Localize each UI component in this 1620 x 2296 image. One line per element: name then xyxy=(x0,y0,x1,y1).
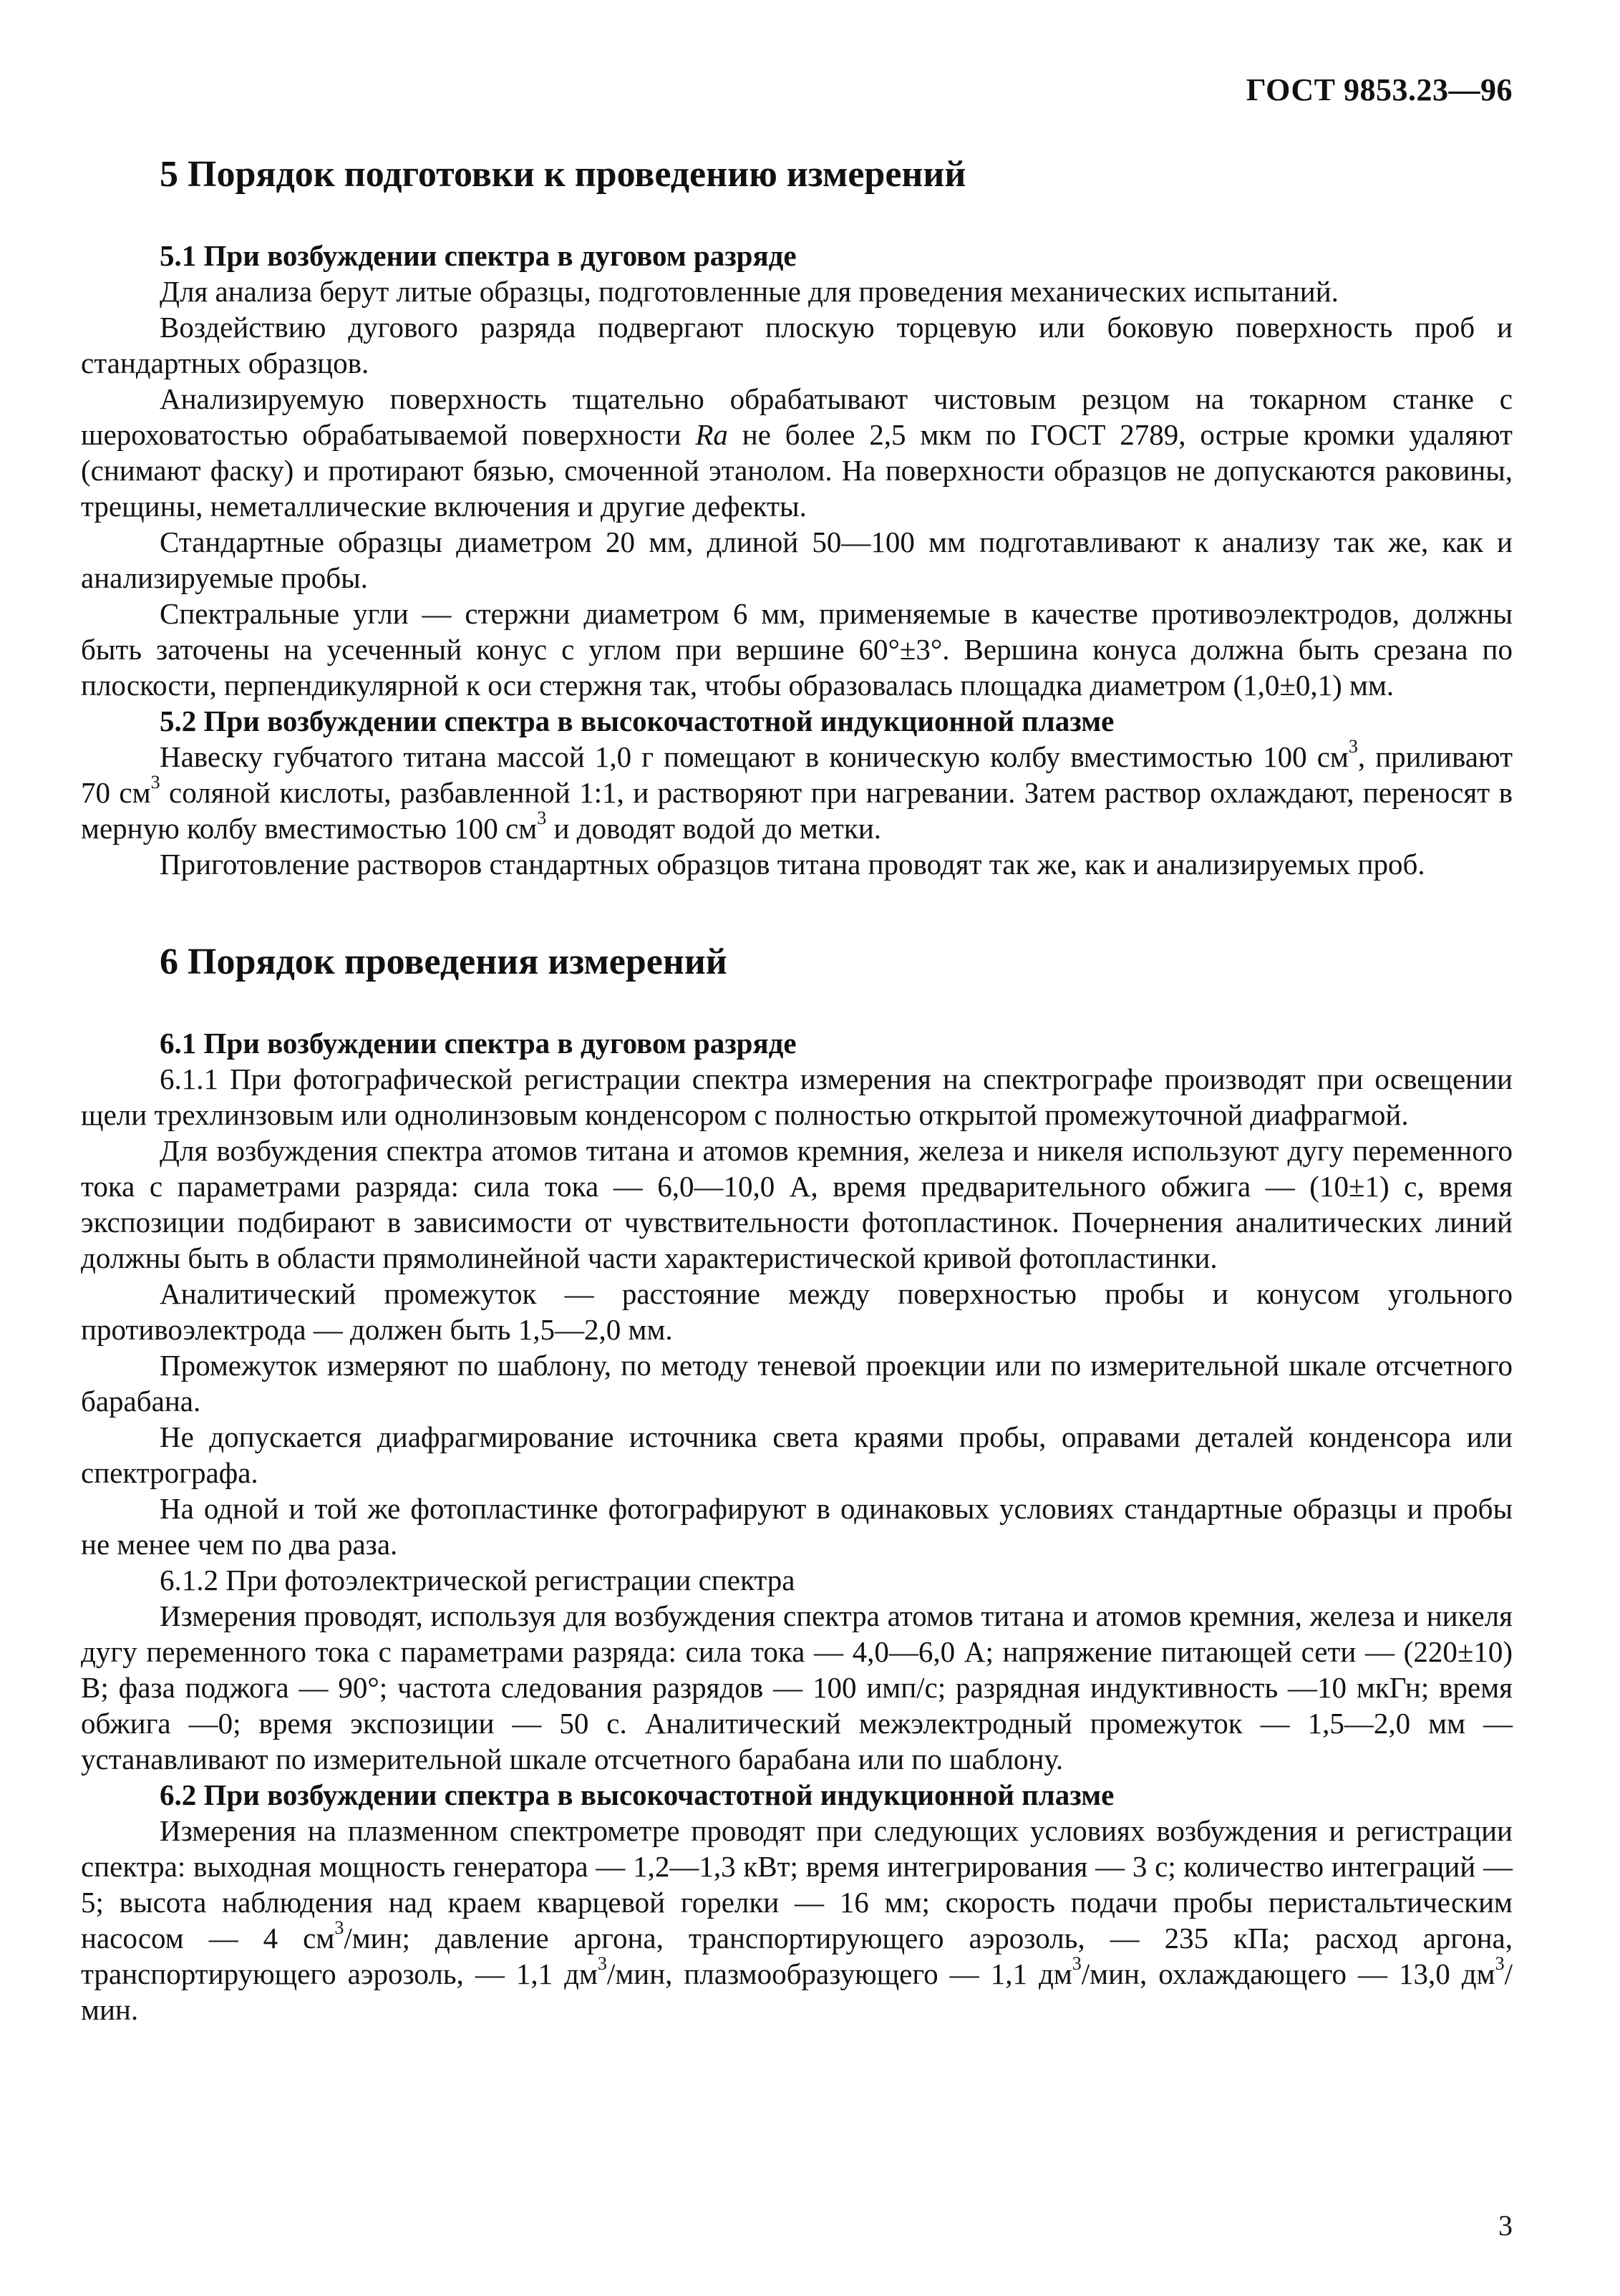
text-run: /мин, плазмообразующего — 1,1 дм xyxy=(606,1957,1072,1990)
superscript: 3 xyxy=(150,772,160,793)
superscript: 3 xyxy=(1072,1953,1082,1974)
document-body xyxy=(81,152,1513,2028)
superscript: 3 xyxy=(1348,736,1358,757)
page-number: 3 xyxy=(1498,2209,1513,2242)
text-run: , приливают 70 см xyxy=(81,740,1513,809)
paragraph: Для анализа берут литые образцы, подготовленные для проведения механических испытаний. xyxy=(160,275,1339,308)
paragraph: На одной и той же фотопластинке фотографируют в одинаковых условиях стандартные образцы и пробы не менее чем по два раза. xyxy=(81,1492,1513,1561)
paragraph xyxy=(81,1813,1513,2028)
paragraph: 6.1.2 При фотоэлектрической регистрации спектра xyxy=(160,1564,795,1597)
superscript: 3 xyxy=(597,1953,607,1974)
text-run: Анализируемую поверхность тщательно обрабатывают чистовым резцом на токарном станке с шероховатостью обрабатываемой поверхности xyxy=(81,382,1513,451)
subsection-6-2-heading: 6.2 При возбуждении спектра в высокочастотной индукционной плазме xyxy=(160,1778,1115,1811)
section-5-heading: 5 Порядок подготовки к проведению измерений xyxy=(160,154,966,195)
paragraph: Измерения проводят, используя для возбуждения спектра атомов титана и атомов кремния, железа и никеля дугу переменного тока с параметрами разряда: сила тока — 4,0—6,0 А; напряжение питающей сети — (220±10) В; фаза поджога — 90°; частота следования разрядов — 100 имп/с; разрядная индуктивность —10 мкГн; время обжига —0; время экспозиции — 50 с. Аналитический межэлектродный промежуток — 1,5—2,0 мм — устанавливают по измерительной шкале отсчетного барабана или по шаблону. xyxy=(81,1599,1513,1776)
text-run: не более 2,5 мкм по ГОСТ 2789, острые кромки удаляют (снимают фаску) и протирают бязью, смоченной этанолом. На поверхности образцов не допускаются раковины, трещины, неметаллические включения и другие дефекты. xyxy=(81,418,1513,523)
paragraph xyxy=(81,736,1513,846)
paragraph: Промежуток измеряют по шаблону, по методу теневой проекции или по измерительной шкале отсчетного барабана. xyxy=(81,1349,1513,1418)
text-run: /мин. xyxy=(81,1957,1513,2026)
text-run: Навеску губчатого титана массой 1,0 г помещают в коническую колбу вместимостью 100 см xyxy=(160,740,1349,773)
paragraph: Спектральные угли — стержни диаметром 6 мм, применяемые в качестве противоэлектродов, должны быть заточены на усеченный конус с углом при вершине 60°±3°. Вершина конуса должна быть срезана по плоскости, перпендикулярной к оси стержня так, чтобы образовалась площадка диаметром (1,0±0,1) мм. xyxy=(81,597,1513,702)
paragraph xyxy=(81,381,1513,524)
text-run: /мин, охлаждающего — 13,0 дм xyxy=(1081,1957,1495,1990)
superscript: 3 xyxy=(537,808,547,828)
subsection-6-1-heading: 6.1 При возбуждении спектра в дуговом разряде xyxy=(160,1027,797,1060)
paragraph: Стандартные образцы диаметром 20 мм, длиной 50—100 мм подготавливают к анализу так же, как и анализируемые пробы. xyxy=(81,525,1513,594)
superscript: 3 xyxy=(334,1917,344,1938)
subsection-5-1-heading: 5.1 При возбуждении спектра в дуговом разряде xyxy=(160,239,797,272)
paragraph: 6.1.1 При фотографической регистрации спектра измерения на спектрографе производят при освещении щели трехлинзовым или однолинзовым конденсором с полностью открытой промежуточной диафрагмой. xyxy=(81,1062,1513,1131)
text-run: Измерения на плазменном спектрометре проводят при следующих условиях возбуждения и регистрации спектра: выходная мощность генератора — 1,2—1,3 кВт; время интегрирования — 3 с; количество интеграций — 5; высота наблюдения над краем кварцевой горелки — 16 мм; скорость подачи пробы перистальтическим насосом — 4 см xyxy=(81,1814,1513,1954)
paragraph: Воздействию дугового разряда подвергают плоскую торцевую или боковую поверхность проб и стандартных образцов. xyxy=(81,311,1513,379)
section-6-heading: 6 Порядок проведения измерений xyxy=(160,941,727,982)
paragraph: Не допускается диафрагмирование источника света краями пробы, оправами деталей конденсора или спектрографа. xyxy=(81,1420,1513,1489)
text-run: и доводят водой до метки. xyxy=(546,812,882,845)
subsection-5-2-heading: 5.2 При возбуждении спектра в высокочастотной индукционной плазме xyxy=(160,704,1115,737)
text-run: соляной кислоты, разбавленной 1:1, и растворяют при нагревании. Затем раствор охлаждают, переносят в мерную колбу вместимостью 100 см xyxy=(81,776,1513,845)
text-run: /мин; давление аргона, транспортирующего аэрозоль, — 235 кПа; расход аргона, транспортирующего аэрозоль, — 1,1 дм xyxy=(81,1922,1513,1990)
roughness-symbol: Ra xyxy=(695,418,728,451)
superscript: 3 xyxy=(1495,1953,1505,1974)
paragraph: Аналитический промежуток — расстояние между поверхностью пробы и конусом угольного противоэлектрода — должен быть 1,5—2,0 мм. xyxy=(81,1277,1513,1346)
standard-code: ГОСТ 9853.23—96 xyxy=(1246,72,1513,107)
paragraph: Для возбуждения спектра атомов титана и атомов кремния, железа и никеля используют дугу переменного тока с параметрами разряда: сила тока — 6,0—10,0 А, время предварительного обжига — (10±1) с, время экспозиции подбирают в зависимости от чувствительности фотопластинок. Почернения аналитических линий должны быть в области прямолинейной части характеристической кривой фотопластинки. xyxy=(81,1134,1513,1274)
paragraph: Приготовление растворов стандартных образцов титана проводят так же, как и анализируемых проб. xyxy=(160,848,1425,881)
